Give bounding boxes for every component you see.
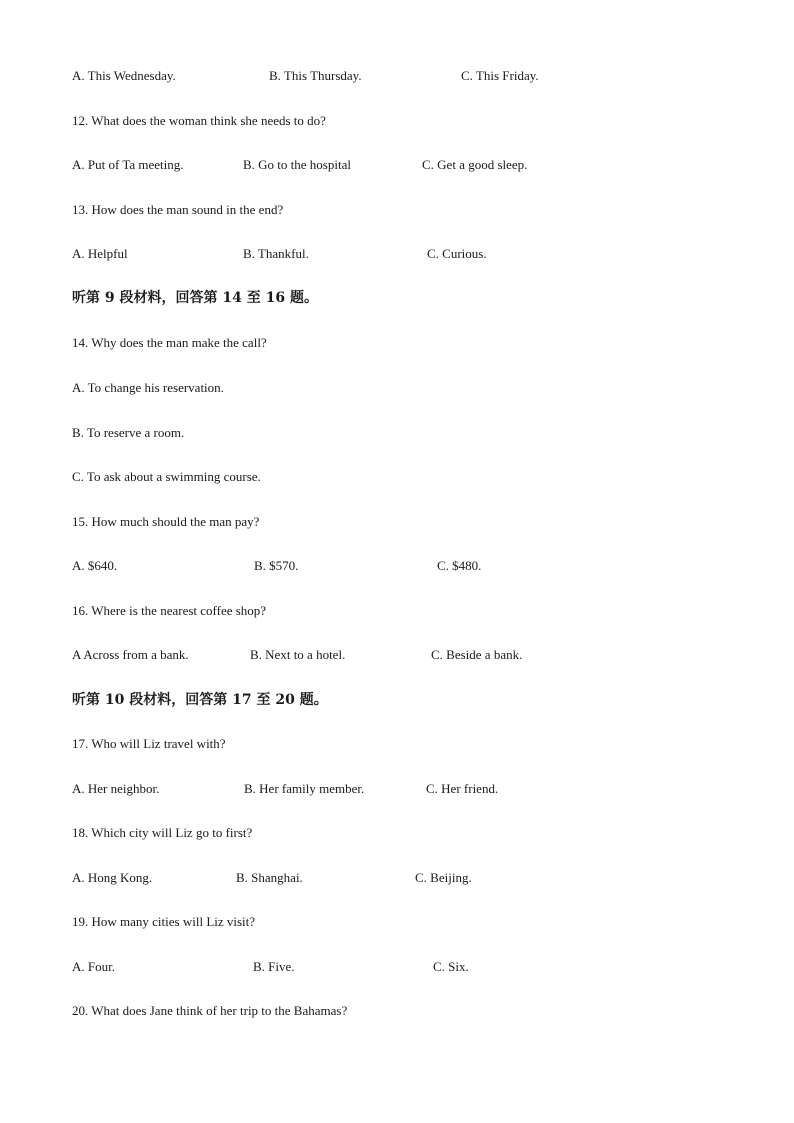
option-a: A. Helpful xyxy=(72,246,128,261)
option-c: C. $480. xyxy=(437,558,482,573)
question-16: 16. Where is the nearest coffee shop? xyxy=(72,603,267,618)
option-b: B. Go to the hospital xyxy=(243,157,351,172)
option-b: B. To reserve a room. xyxy=(72,425,185,440)
option-b: B. Five. xyxy=(253,959,295,974)
option-a: A. This Wednesday. xyxy=(72,68,176,83)
option-c: C. Beijing. xyxy=(415,870,472,885)
option-c: C. Six. xyxy=(433,959,469,974)
option-a: A Across from a bank. xyxy=(72,647,189,662)
question-13: 13. How does the man sound in the end? xyxy=(72,202,284,217)
option-b: B. $570. xyxy=(254,558,299,573)
option-b: B. Thankful. xyxy=(243,246,309,261)
option-c: C. Her friend. xyxy=(426,781,499,796)
option-a: A. Four. xyxy=(72,959,115,974)
question-17: 17. Who will Liz travel with? xyxy=(72,736,226,751)
option-b: B. Next to a hotel. xyxy=(250,647,346,662)
option-c: C. To ask about a swimming course. xyxy=(72,469,261,484)
question-20: 20. What does Jane think of her trip to the Bahamas? xyxy=(72,1003,348,1018)
question-12: 12. What does the woman think she needs to do? xyxy=(72,113,326,128)
option-a: A. Her neighbor. xyxy=(72,781,160,796)
option-c: C. Beside a bank. xyxy=(431,647,523,662)
option-b: B. This Thursday. xyxy=(269,68,362,83)
option-b: B. Shanghai. xyxy=(236,870,303,885)
option-a: A. Put of Ta meeting. xyxy=(72,157,184,172)
question-18: 18. Which city will Liz go to first? xyxy=(72,825,253,840)
section-heading-10: 听第 10 段材料，回答第 17 至 20 题。 xyxy=(72,692,328,708)
option-c: C. Curious. xyxy=(427,246,487,261)
option-a: A. Hong Kong. xyxy=(72,870,153,885)
question-14: 14. Why does the man make the call? xyxy=(72,335,267,350)
section-heading-9: 听第 9 段材料，回答第 14 至 16 题。 xyxy=(72,290,318,306)
question-15: 15. How much should the man pay? xyxy=(72,514,260,529)
option-c: C. This Friday. xyxy=(461,68,539,83)
option-a: A. $640. xyxy=(72,558,118,573)
question-19: 19. How many cities will Liz visit? xyxy=(72,914,256,929)
option-a: A. To change his reservation. xyxy=(72,380,224,395)
option-b: B. Her family member. xyxy=(244,781,365,796)
option-c: C. Get a good sleep. xyxy=(422,157,528,172)
